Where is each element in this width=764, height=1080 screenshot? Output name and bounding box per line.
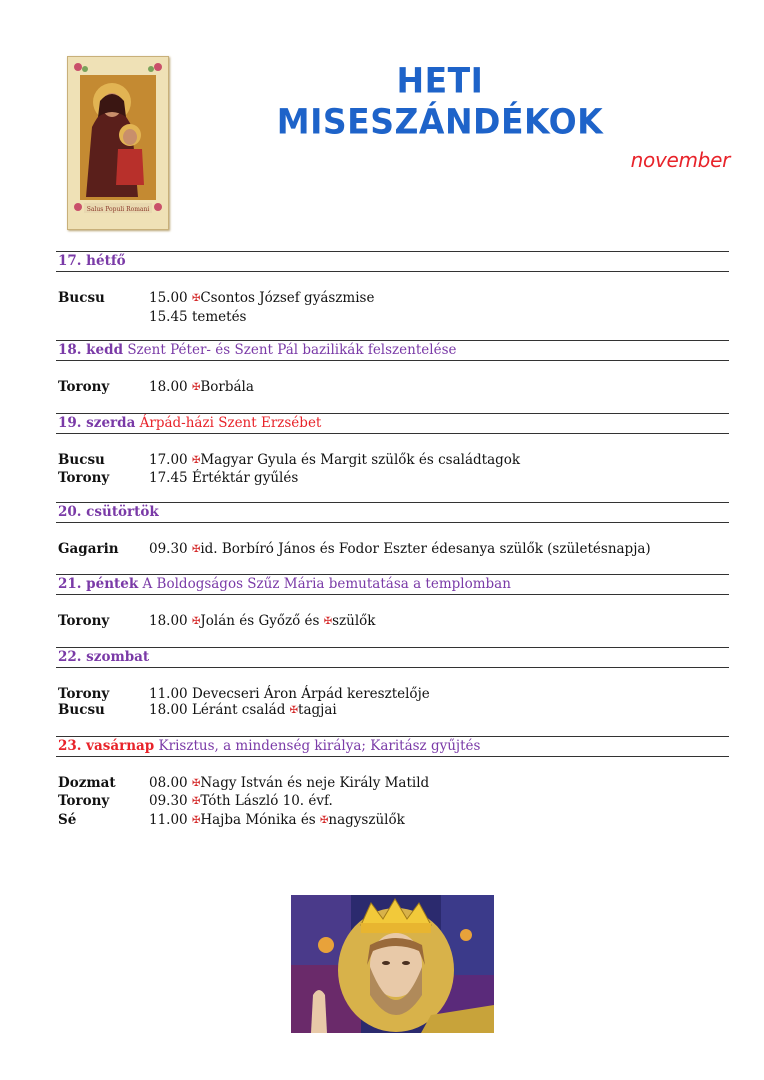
church-location: Bucsu [58, 451, 105, 468]
intention-text: 17.00 [149, 451, 192, 468]
intention-text: 11.00 Devecseri Áron Árpád keresztelője [149, 685, 430, 702]
mass-entries [56, 668, 729, 736]
intention-text: szülők [332, 613, 376, 629]
day-label: 19. szerda [58, 414, 136, 431]
intention-text: id. Borbíró János és Fodor Eszter édesanya szülők (születésnapja) [200, 540, 651, 557]
cross-icon: ✠ [191, 616, 201, 627]
church-location: Torony [58, 470, 110, 486]
intention-text: tagjai [298, 702, 337, 718]
cross-icon: ✠ [191, 293, 201, 304]
mass-entry [58, 452, 729, 471]
cross-icon: ✠ [289, 705, 299, 716]
cross-icon: ✠ [191, 543, 201, 555]
mass-intention [149, 775, 729, 794]
mass-entry [58, 613, 729, 632]
mass-schedule [56, 251, 729, 845]
mass-entry [58, 379, 729, 398]
church-location: Torony [58, 685, 110, 702]
mass-entry [58, 470, 729, 487]
day-header [56, 251, 729, 272]
mass-entry [58, 290, 729, 309]
mass-intention [149, 793, 729, 812]
mass-intention [149, 702, 729, 721]
intention-text: 17.45 Értéktár gyűlés [149, 470, 299, 486]
intention-text: nagyszülők [328, 811, 405, 828]
cross-icon: ✠ [320, 814, 329, 826]
day-label: 18. kedd [58, 342, 124, 358]
intention-text: 09.30 [149, 540, 192, 557]
intention-text: 09.30 [149, 793, 192, 809]
mass-intention [149, 452, 729, 471]
mass-entry [58, 793, 729, 812]
day-label: 22. szombat [58, 648, 150, 665]
mass-entries [56, 272, 729, 340]
feast-name: Krisztus, a mindenség királya; Karitász gyűjtés [158, 737, 481, 754]
intention-text: Csontos József gyászmise [200, 290, 375, 306]
day-label: 21. péntek [58, 576, 139, 592]
christ-the-king-stained-glass-image [291, 895, 494, 1033]
church-location: Torony [58, 793, 110, 809]
intention-text: 11.00 [149, 811, 192, 828]
page-title: HETI MISESZÁNDÉKOK [276, 60, 604, 142]
intention-text: Nagy István és neje Király Matild [200, 774, 430, 791]
mass-entry [58, 541, 729, 560]
intention-text: 08.00 [149, 774, 192, 791]
mass-intention [149, 686, 729, 703]
day-header [56, 574, 729, 595]
mass-entry [58, 702, 729, 721]
month-label: november [630, 148, 730, 172]
church-location: Gagarin [58, 540, 119, 557]
madonna-and-child-icon-image [67, 56, 169, 230]
day-label: 20. csütörtök [58, 503, 159, 520]
church-location [58, 309, 149, 326]
church-location: Sé [58, 811, 77, 828]
mass-entries [56, 757, 729, 846]
mass-entry [58, 812, 729, 831]
intention-text: Tóth László 10. évf. [200, 793, 333, 809]
church-location: Torony [58, 379, 110, 395]
cross-icon: ✠ [191, 777, 201, 789]
intention-text: 15.45 temetés [149, 308, 247, 325]
church-location: Torony [58, 613, 110, 629]
mass-intention [149, 309, 729, 326]
church-location: Bucsu [58, 702, 105, 718]
day-header [56, 736, 729, 757]
cross-icon: ✠ [191, 796, 201, 807]
mass-intention [149, 470, 729, 487]
mass-intention [149, 379, 729, 398]
feast-name: A Boldogságos Szűz Mária bemutatása a templomban [142, 576, 511, 592]
intention-text: 18.00 [149, 379, 192, 395]
intention-text: 18.00 [149, 613, 192, 629]
mass-entry [58, 309, 729, 326]
mass-entry [58, 686, 729, 703]
day-label: 23. vasárnap [58, 737, 155, 754]
day-header [56, 413, 729, 434]
feast-name: Árpád-házi Szent Erzsébet [139, 414, 322, 431]
church-location: Bucsu [58, 290, 105, 306]
mass-intention [149, 290, 729, 309]
intention-text: Hajba Mónika és [200, 811, 321, 828]
mass-entries [56, 434, 729, 502]
mass-intention [149, 613, 729, 632]
svg-text:Salus Populi Romani: Salus Populi Romani [86, 206, 150, 213]
intention-text: Magyar Gyula és Margit szülők és családtagok [200, 451, 521, 468]
mass-intention [149, 812, 729, 831]
cross-icon: ✠ [191, 814, 201, 826]
church-location: Dozmat [58, 774, 116, 791]
intention-text: 15.00 [149, 290, 192, 306]
mass-entry [58, 775, 729, 794]
intention-text: Borbála [200, 379, 254, 395]
cross-icon: ✠ [191, 382, 201, 393]
cross-icon: ✠ [191, 454, 201, 466]
intention-text: Jolán és Győző és [200, 613, 324, 629]
day-header [56, 502, 729, 523]
mass-entries [56, 595, 729, 647]
intention-text: 18.00 Léránt család [149, 702, 290, 718]
feast-name: Szent Péter- és Szent Pál bazilikák felszentelése [127, 342, 457, 358]
mass-entries [56, 523, 729, 575]
day-header [56, 340, 729, 361]
mass-entries [56, 361, 729, 413]
day-header [56, 647, 729, 668]
mass-intention [149, 541, 729, 560]
day-label: 17. hétfő [58, 253, 126, 269]
cross-icon: ✠ [323, 616, 333, 627]
